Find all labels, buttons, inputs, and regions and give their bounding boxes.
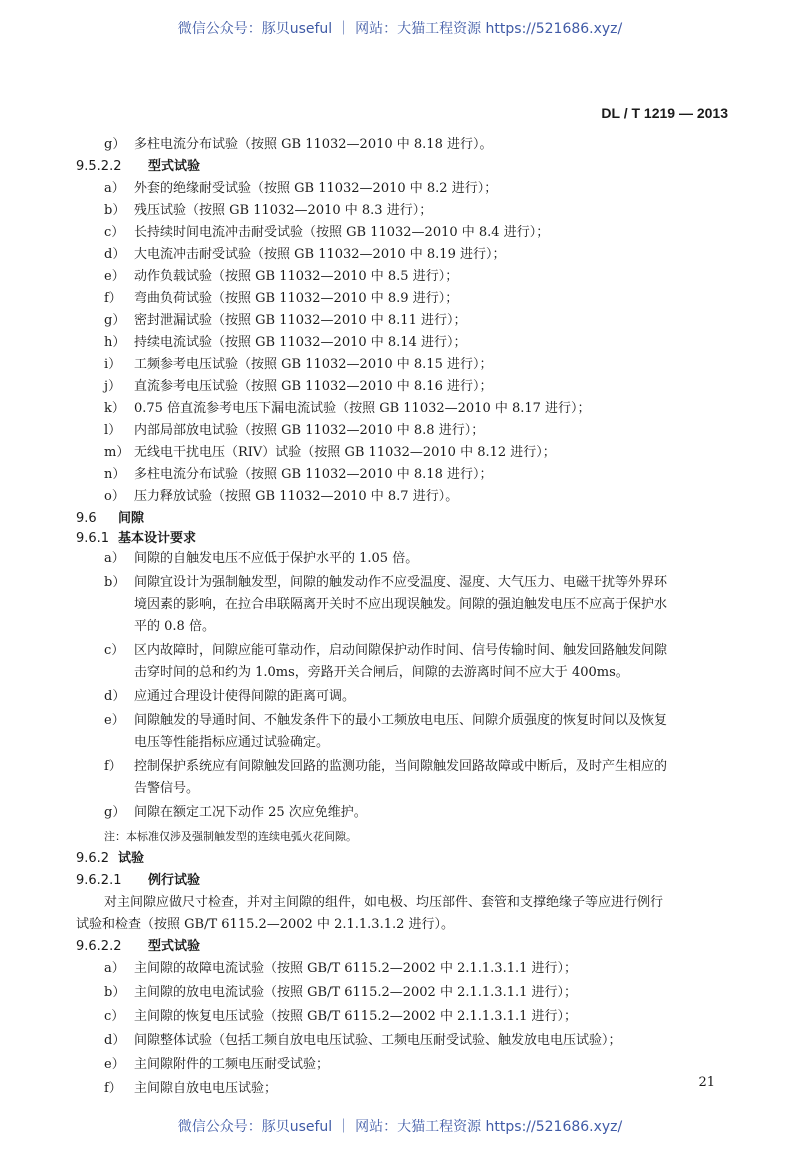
list-text: 密封泄漏试验（按照 GB 11032—2010 中 8.11 进行）； xyxy=(134,313,467,328)
list-label: j） xyxy=(104,379,122,394)
list-item-continuation: 击穿时间的总和约为 1.0ms，旁路开关合闸后，间隙的去游离时间不应大于 400ms。 xyxy=(134,665,629,680)
list-text: 多柱电流分布试验（按照 GB 11032—2010 中 8.18 进行）。 xyxy=(134,137,493,152)
section-number: 9.5.2.2 xyxy=(76,159,122,174)
list-item xyxy=(104,378,492,396)
section-heading xyxy=(76,850,144,868)
list-item-continuation: 电压等性能指标应通过试验确定。 xyxy=(134,735,330,750)
list-item xyxy=(104,984,577,1002)
section-number: 9.6.2 xyxy=(76,851,110,866)
list-item xyxy=(104,804,367,822)
list-text: 主间隙自放电电压试验； xyxy=(134,1081,278,1096)
list-text: 间隙宜设计为强制触发型，间隙的触发动作不应受温度、湿度、大气压力、电磁干扰等外界环 xyxy=(134,575,668,590)
section-title: 型式试验 xyxy=(148,159,201,174)
section-number: 9.6.2.1 xyxy=(76,873,122,888)
list-item xyxy=(104,466,492,484)
list-text: 外套的绝缘耐受试验（按照 GB 11032—2010 中 8.2 进行）； xyxy=(134,181,498,196)
list-text: 主间隙的放电电流试验（按照 GB/T 6115.2—2002 中 2.1.1.3.1.1 进行）； xyxy=(134,985,578,1000)
list-item xyxy=(104,550,418,568)
list-item xyxy=(104,356,492,374)
list-item xyxy=(104,136,492,154)
list-item xyxy=(104,758,667,776)
list-item xyxy=(104,1008,577,1026)
list-item xyxy=(104,688,355,706)
section-heading xyxy=(76,530,196,548)
list-item xyxy=(104,268,458,286)
list-text: 弯曲负荷试验（按照 GB 11032—2010 中 8.9 进行）； xyxy=(134,291,459,306)
list-text: 持续电流试验（按照 GB 11032—2010 中 8.14 进行）； xyxy=(134,335,467,350)
list-label: b） xyxy=(104,575,126,590)
standard-number: DL / T 1219 — 2013 xyxy=(601,105,728,121)
section-heading xyxy=(76,938,200,956)
list-label: f） xyxy=(104,759,122,774)
list-text: 控制保护系统应有间隙触发回路的监测功能，当间隙触发回路故障或中断后，及时产生相应的 xyxy=(134,759,668,774)
list-text: 无线电干扰电压（RIV）试验（按照 GB 11032—2010 中 8.12 进行）； xyxy=(134,445,556,460)
paragraph: 对主间隙应做尺寸检查，并对主间隙的组件，如电极、均压部件、套管和支撑绝缘子等应进行例行 xyxy=(104,895,664,910)
list-label: n） xyxy=(104,467,126,482)
list-item xyxy=(104,488,458,506)
list-label: a） xyxy=(104,961,125,976)
list-label: o） xyxy=(104,489,125,504)
section-number: 9.6 xyxy=(76,511,97,526)
list-text: 工频参考电压试验（按照 GB 11032—2010 中 8.15 进行）； xyxy=(134,357,493,372)
section-number: 9.6.1 xyxy=(76,531,110,546)
list-item xyxy=(104,400,591,418)
list-label: a） xyxy=(104,181,125,196)
list-label: b） xyxy=(104,985,126,1000)
list-text: 间隙在额定工况下动作 25 次应免维护。 xyxy=(134,805,367,820)
list-label: h） xyxy=(104,335,126,350)
section-heading xyxy=(76,872,200,890)
list-label: i） xyxy=(104,357,122,372)
list-label: m） xyxy=(104,445,130,460)
list-text: 动作负载试验（按照 GB 11032—2010 中 8.5 进行）； xyxy=(134,269,459,284)
list-item-continuation: 境因素的影响，在拉合串联隔离开关时不应出现误触发。间隙的强迫触发电压不应高于保护水 xyxy=(134,597,668,612)
list-item xyxy=(104,202,432,220)
paragraph-continuation: 试验和检查（按照 GB/T 6115.2—2002 中 2.1.1.3.1.2 进行）。 xyxy=(76,917,455,932)
list-item xyxy=(104,334,466,352)
list-label: e） xyxy=(104,269,125,284)
list-text: 区内故障时，间隙应能可靠动作，启动间隙保护动作时间、信号传输时间、触发回路触发间隙 xyxy=(134,643,668,658)
list-label: c） xyxy=(104,1009,125,1024)
list-label: e） xyxy=(104,713,125,728)
list-item xyxy=(104,180,497,198)
list-label: d） xyxy=(104,247,126,262)
section-title: 例行试验 xyxy=(148,873,201,888)
list-item xyxy=(104,1080,277,1098)
list-text: 主间隙的恢复电压试验（按照 GB/T 6115.2—2002 中 2.1.1.3.1.1 进行）； xyxy=(134,1009,578,1024)
section-heading xyxy=(76,510,144,528)
list-label: a） xyxy=(104,551,125,566)
list-label: l） xyxy=(104,423,122,438)
list-item xyxy=(104,574,667,592)
list-label: f） xyxy=(104,291,122,306)
list-item xyxy=(104,712,667,730)
list-item xyxy=(104,1056,329,1074)
list-text: 间隙触发的导通时间、不触发条件下的最小工频放电电压、间隙介质强度的恢复时间以及恢复 xyxy=(134,713,668,728)
list-label: d） xyxy=(104,1033,126,1048)
list-text: 应通过合理设计使得间隙的距离可调。 xyxy=(134,689,356,704)
list-item xyxy=(104,246,505,264)
page-number: 21 xyxy=(698,1075,715,1090)
list-text: 残压试验（按照 GB 11032—2010 中 8.3 进行）； xyxy=(134,203,433,218)
list-text: 主间隙的故障电流试验（按照 GB/T 6115.2—2002 中 2.1.1.3.1.1 进行）； xyxy=(134,961,578,976)
section-number: 9.6.2.2 xyxy=(76,939,122,954)
list-text: 多柱电流分布试验（按照 GB 11032—2010 中 8.18 进行）； xyxy=(134,467,493,482)
list-label: g） xyxy=(104,805,126,820)
list-label: b） xyxy=(104,203,126,218)
list-label: g） xyxy=(104,313,126,328)
section-title: 试验 xyxy=(118,851,145,866)
list-item-continuation: 平的 0.8 倍。 xyxy=(134,619,215,634)
section-title: 间隙 xyxy=(118,511,145,526)
list-item xyxy=(104,312,466,330)
list-item xyxy=(104,290,458,308)
list-text: 压力释放试验（按照 GB 11032—2010 中 8.7 进行）。 xyxy=(134,489,459,504)
list-text: 间隙的自触发电压不应低于保护水平的 1.05 倍。 xyxy=(134,551,419,566)
list-item-continuation: 告警信号。 xyxy=(134,781,200,796)
list-label: k） xyxy=(104,401,125,416)
bottom-watermark: 微信公众号：豚贝useful ｜ 网站：大猫工程资源 https://521686.xyz/ xyxy=(177,1119,623,1135)
list-item xyxy=(104,642,667,660)
section-title: 基本设计要求 xyxy=(118,531,197,546)
list-text: 间隙整体试验（包括工频自放电电压试验、工频电压耐受试验、触发放电电压试验）； xyxy=(134,1033,622,1048)
list-label: e） xyxy=(104,1057,125,1072)
list-label: c） xyxy=(104,225,125,240)
list-item xyxy=(104,1032,622,1050)
list-label: g） xyxy=(104,137,126,152)
list-item xyxy=(104,422,484,440)
list-label: f） xyxy=(104,1081,122,1096)
list-text: 0.75 倍直流参考电压下漏电流试验（按照 GB 11032—2010 中 8.17 进行）； xyxy=(134,401,591,416)
list-text: 主间隙附件的工频电压耐受试验； xyxy=(134,1057,330,1072)
list-text: 直流参考电压试验（按照 GB 11032—2010 中 8.16 进行）； xyxy=(134,379,493,394)
list-label: d） xyxy=(104,689,126,704)
list-item xyxy=(104,444,556,462)
list-label: c） xyxy=(104,643,125,658)
list-text: 长持续时间电流冲击耐受试验（按照 GB 11032—2010 中 8.4 进行）； xyxy=(134,225,550,240)
section-title: 型式试验 xyxy=(148,939,201,954)
note: 注：本标准仅涉及强制触发型的连续电弧火花间隙。 xyxy=(104,830,357,843)
list-item xyxy=(104,224,549,242)
list-text: 内部局部放电试验（按照 GB 11032—2010 中 8.8 进行）； xyxy=(134,423,485,438)
list-text: 大电流冲击耐受试验（按照 GB 11032—2010 中 8.19 进行）； xyxy=(134,247,506,262)
list-item xyxy=(104,960,577,978)
section-heading xyxy=(76,158,200,176)
top-watermark: 微信公众号：豚贝useful ｜ 网站：大猫工程资源 https://521686.xyz/ xyxy=(177,21,623,37)
